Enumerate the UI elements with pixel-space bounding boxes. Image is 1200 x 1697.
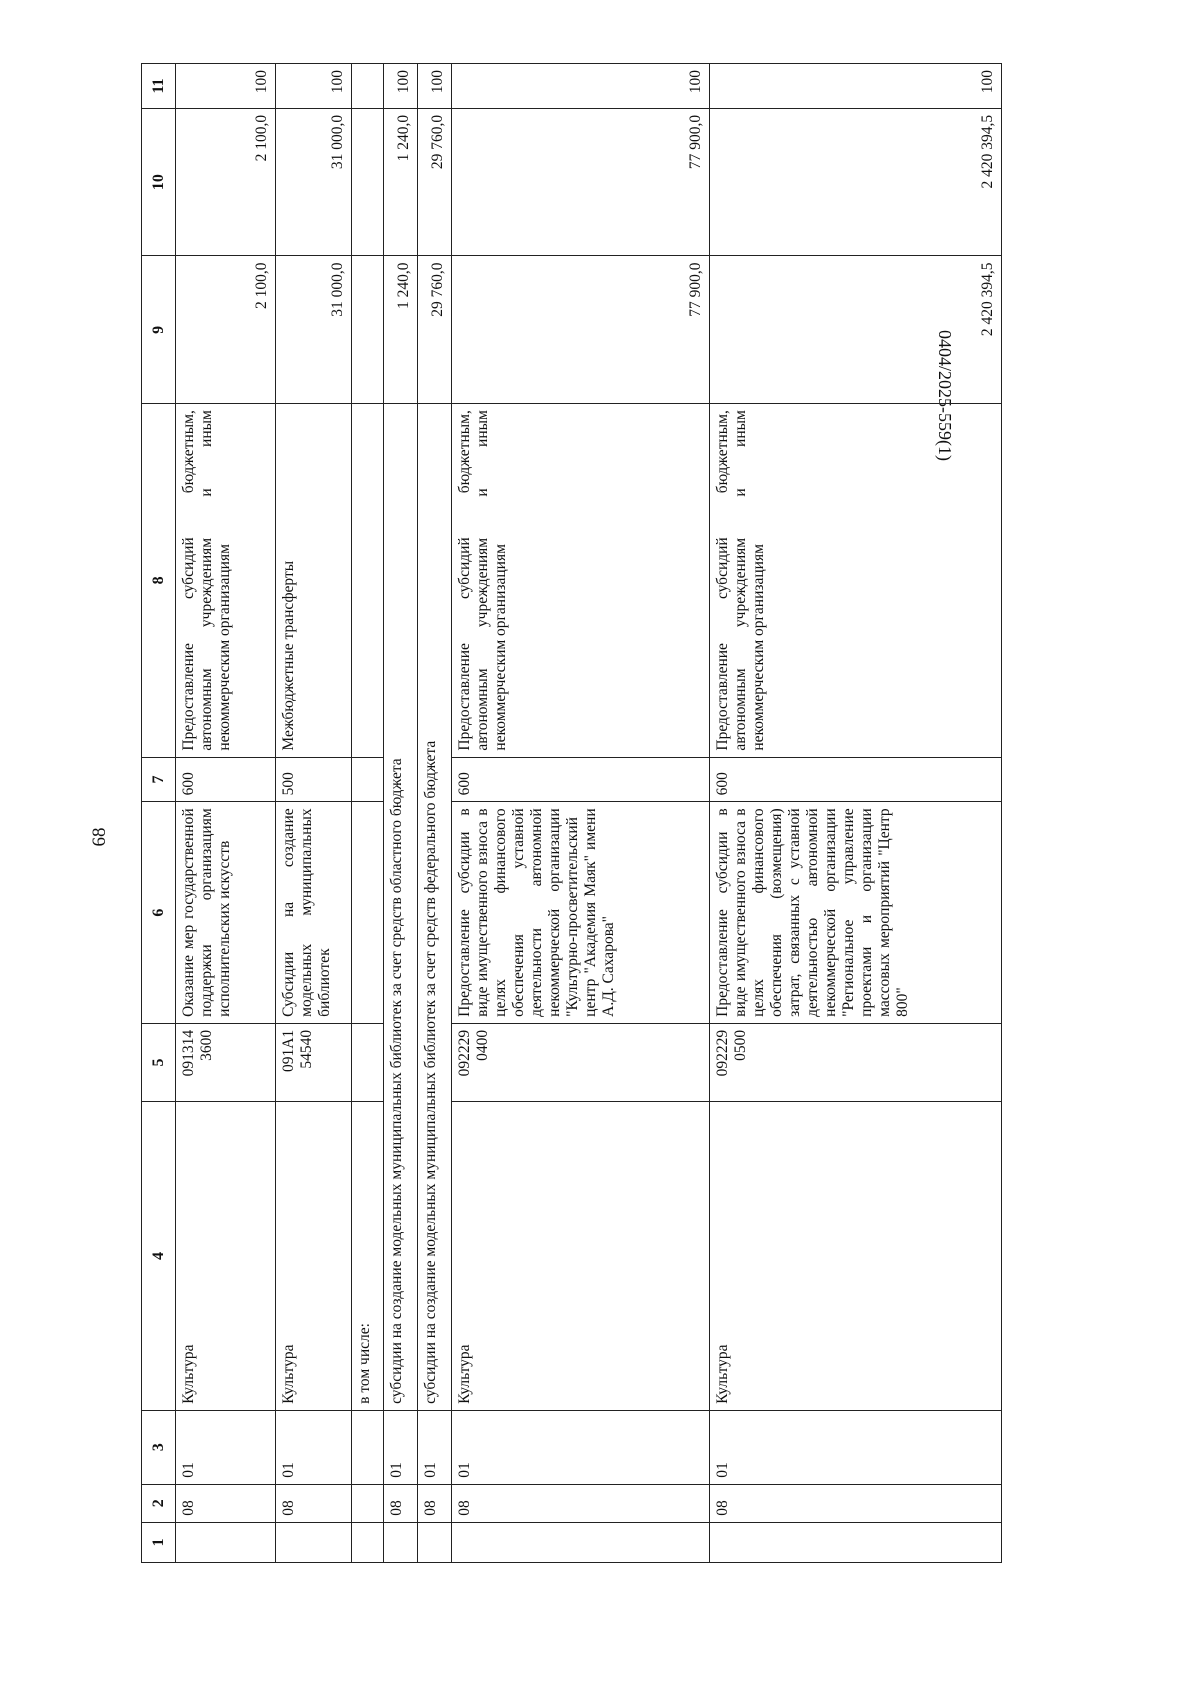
header-cell: 4 (142, 1102, 176, 1411)
header-cell: 5 (142, 1023, 176, 1101)
cell-expense-type: 600 (452, 757, 710, 802)
cell-expense-name: Предоставление субсидий бюджетным, автономным учреждениям и иным некоммерческим организациям (176, 404, 276, 757)
cell-expense-name: Предоставление субсидий бюджетным, автономным учреждениям и иным некоммерческим организациям (710, 404, 1002, 757)
cell-target-code: 091314 3600 (176, 1023, 276, 1101)
table-row (452, 64, 710, 1563)
cell-subsection: 01 (452, 1410, 710, 1484)
cell-description (352, 802, 384, 1023)
page-number: 68 (89, 827, 110, 847)
cell-expense-name (352, 404, 384, 757)
cell-plan-amount: 2 100,0 (176, 256, 276, 404)
cell-including-label: в том числе: (352, 1102, 384, 1411)
cell-subsidy-regional: субсидии на создание модельных муниципальных библиотек за счет средств областного бюджета (384, 404, 418, 1411)
cell-expense-type: 500 (276, 757, 352, 802)
header-cell: 1 (142, 1522, 176, 1562)
cell-col1 (384, 1522, 418, 1562)
budget-table (141, 63, 1002, 1563)
cell-col1 (418, 1522, 452, 1562)
document-code: 0404/2025-559(1) (935, 330, 955, 461)
cell-section (352, 1484, 384, 1522)
cell-section: 08 (452, 1484, 710, 1522)
cell-actual-amount: 31 000,0 (276, 108, 352, 256)
cell-col1 (276, 1522, 352, 1562)
cell-expense-type: 600 (176, 757, 276, 802)
cell-subsection: 01 (384, 1410, 418, 1484)
cell-category: Культура (452, 1102, 710, 1411)
cell-description: Предоставление субсидии в виде имущественного взноса в целях финансового обеспечения (возмещения) затрат, связанных с уставной деятельностью автономной некоммерческой организации "Региональное управление проектами и организации массовых мероприятий "Центр 800" (710, 802, 1002, 1023)
cell-target-code: 091A1 54540 (276, 1023, 352, 1101)
cell-col1 (352, 1522, 384, 1562)
header-cell: 2 (142, 1484, 176, 1522)
cell-plan-amount: 31 000,0 (276, 256, 352, 404)
header-cell: 6 (142, 802, 176, 1023)
cell-col1 (176, 1522, 276, 1562)
header-cell: 8 (142, 404, 176, 757)
cell-subsection: 01 (276, 1410, 352, 1484)
cell-plan-amount (352, 256, 384, 404)
cell-plan-amount: 29 760,0 (418, 256, 452, 404)
cell-section: 08 (276, 1484, 352, 1522)
table-row (176, 64, 276, 1563)
header-cell: 3 (142, 1410, 176, 1484)
table-row (418, 64, 452, 1563)
cell-percent: 100 (418, 64, 452, 109)
cell-col1 (452, 1522, 710, 1562)
cell-expense-type: 600 (710, 757, 1002, 802)
cell-expense-name: Межбюджетные трансферты (276, 404, 352, 757)
cell-category: Культура (710, 1102, 1002, 1411)
cell-section: 08 (176, 1484, 276, 1522)
cell-description: Субсидии на создание модельных муниципальных библиотек (276, 802, 352, 1023)
cell-actual-amount: 2 420 394,5 (710, 108, 1002, 256)
cell-actual-amount: 1 240,0 (384, 108, 418, 256)
budget-table-rotated (141, 63, 1001, 1563)
table-row (710, 64, 1002, 1563)
cell-percent: 100 (710, 64, 1002, 109)
cell-subsection: 01 (710, 1410, 1002, 1484)
cell-plan-amount: 77 900,0 (452, 256, 710, 404)
cell-expense-type (352, 757, 384, 802)
cell-subsidy-federal: субсидии на создание модельных муниципальных библиотек за счет средств федерального бюджета (418, 404, 452, 1411)
cell-description: Предоставление субсидии в виде имущественного взноса в целях финансового обеспечения уставной деятельности автономной некоммерческой организации "Культурно-просветительский центр "Академия Маяк" имени А.Д. Сахарова" (452, 802, 710, 1023)
cell-expense-name: Предоставление субсидий бюджетным, автономным учреждениям и иным некоммерческим организациям (452, 404, 710, 757)
cell-plan-amount: 1 240,0 (384, 256, 418, 404)
cell-target-code: 092229 0400 (452, 1023, 710, 1101)
cell-target-code: 092229 0500 (710, 1023, 1002, 1101)
header-cell: 10 (142, 108, 176, 256)
cell-target-code (352, 1023, 384, 1101)
cell-section: 08 (418, 1484, 452, 1522)
header-row (142, 64, 176, 1563)
cell-subsection (352, 1410, 384, 1484)
table-row (276, 64, 352, 1563)
cell-description: Оказание мер государственной поддержки организациям исполнительских искусств (176, 802, 276, 1023)
cell-percent (352, 64, 384, 109)
cell-percent: 100 (384, 64, 418, 109)
cell-actual-amount: 29 760,0 (418, 108, 452, 256)
cell-category: Культура (276, 1102, 352, 1411)
cell-actual-amount: 2 100,0 (176, 108, 276, 256)
header-cell: 11 (142, 64, 176, 109)
cell-percent: 100 (276, 64, 352, 109)
cell-percent: 100 (176, 64, 276, 109)
cell-subsection: 01 (418, 1410, 452, 1484)
cell-actual-amount (352, 108, 384, 256)
cell-section: 08 (710, 1484, 1002, 1522)
header-cell: 7 (142, 757, 176, 802)
cell-category: Культура (176, 1102, 276, 1411)
cell-plan-amount: 2 420 394,5 (710, 256, 1002, 404)
table-row (384, 64, 418, 1563)
cell-percent: 100 (452, 64, 710, 109)
header-cell: 9 (142, 256, 176, 404)
cell-subsection: 01 (176, 1410, 276, 1484)
table-row (352, 64, 384, 1563)
cell-col1 (710, 1522, 1002, 1562)
cell-section: 08 (384, 1484, 418, 1522)
cell-actual-amount: 77 900,0 (452, 108, 710, 256)
